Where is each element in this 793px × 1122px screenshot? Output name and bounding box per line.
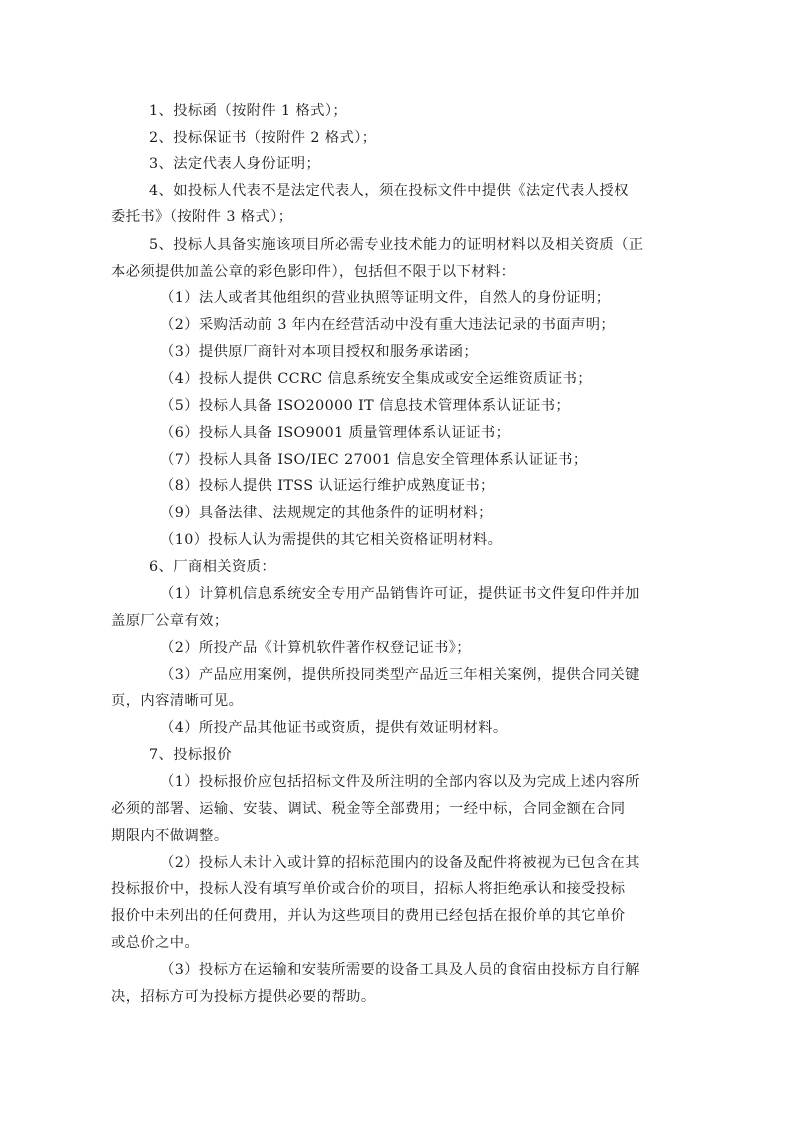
text-line: （1）法人或者其他组织的营业执照等证明文件，自然人的身份证明； [160,290,611,306]
text-line: （2）采购活动前 3 年内在经营活动中没有重大违法记录的书面声明； [160,317,616,333]
text-line: 3、法定代表人身份证明； [149,156,321,172]
text-line: 报价中未列出的任何费用，并认为这些项目的费用已经包括在报价单的其它单价 [111,908,626,924]
text-line: （4）投标人提供 CCRC 信息系统安全集成或安全运维资质证书； [160,371,592,387]
text-line: （5）投标人具备 ISO20000 IT 信息技术管理体系认证证书； [160,398,571,414]
text-line: （3）提供原厂商针对本项目授权和服务承诺函； [160,344,479,360]
text-line: （7）投标人具备 ISO/IEC 27001 信息安全管理体系认证证书； [160,452,588,468]
text-line: （6）投标人具备 ISO9001 质量管理体系认证证书； [160,425,511,441]
text-line: 2、投标保证书（按附件 2 格式）； [149,130,377,146]
text-line: （3）产品应用案例，提供所投同类型产品近三年相关案例，提供合同关键 [160,667,640,683]
text-line: 或总价之中。 [111,935,200,951]
text-line: （1）投标报价应包括招标文件及所注明的全部内容以及为完成上述内容所 [160,774,640,790]
text-line: （1）计算机信息系统安全专用产品销售许可证，提供证书文件复印件并加 [160,586,640,602]
text-line: 委托书》（按附件 3 格式）； [111,209,293,225]
text-line: 投标报价中，投标人没有填写单价或合价的项目，招标人将拒绝承认和接受投标 [111,881,626,897]
text-line: （10）投标人认为需提供的其它相关资格证明材料。 [160,532,503,548]
text-line: （2）所投产品《计算机软件著作权登记证书》； [160,640,471,656]
text-line: （8）投标人提供 ITSS 认证运行维护成熟度证书； [160,478,495,494]
text-line: （4）所投产品其他证书或资质，提供有效证明材料。 [160,720,508,736]
section-heading: 6、厂商相关资质： [149,559,277,575]
text-line: 页，内容清晰可见。 [111,693,244,709]
section-heading: 7、投标报价 [149,747,232,763]
text-line: （9）具备法律、法规规定的其他条件的证明材料； [160,505,493,521]
text-line: 决，招标方可为投标方提供必要的帮助。 [111,989,376,1005]
text-line: 5、投标人具备实施该项目所必需专业技术能力的证明材料以及相关资质（正 [149,237,644,253]
text-line: 必须的部署、运输、安装、调试、税金等全部费用；一经中标，合同金额在合同 [111,801,626,817]
text-line: 期限内不做调整。 [111,828,229,844]
text-line: 本必须提供加盖公章的彩色影印件），包括但不限于以下材料： [111,264,516,280]
text-line: （2）投标人未计入或计算的招标范围内的设备及配件将被视为已包含在其 [160,855,640,871]
text-line: 盖原厂公章有效； [111,613,229,629]
text-line: 1、投标函（按附件 1 格式）； [149,103,348,119]
text-line: 4、如投标人代表不是法定代表人，须在投标文件中提供《法定代表人授权 [149,183,629,199]
text-line: （3）投标方在运输和安装所需要的设备工具及人员的食宿由投标方自行解 [160,962,640,978]
